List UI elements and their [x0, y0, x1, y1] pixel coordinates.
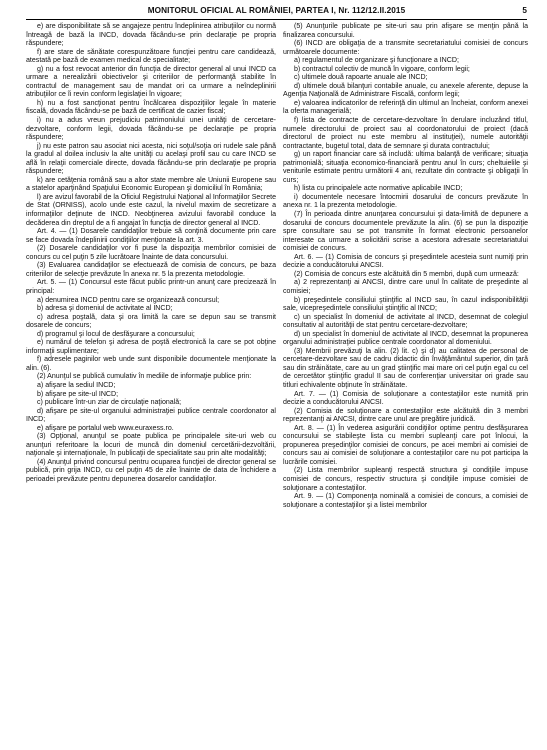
paragraph: d) programul şi locul de desfăşurare a concursului; [37, 330, 195, 338]
paragraph: l) are avizul favorabil de la Oficiul Registrului Naţional al Informaţiilor Secrete de Stat (ORNISS), acolo unde este cazul, la nivelul maxim de secretizare a informaţiilor deţinute de INCD. Neobţinerea avizului favorabil conduce la decăderea din dreptul de a fi angajat în funcţia de director general al INCD. [26, 193, 276, 227]
paragraph: b) contractul colectiv de muncă în vigoare, conform legii; [294, 65, 470, 73]
paragraph: g) nu a fost revocat anterior din funcţia de director general al unui INCD ca urmare a nerealizării obiectivelor şi criteriilor de performanţă stabilite în contractul de management sau de mandat ori ca urmare a neîndeplinirii atribuţiilor ce îi revin conform legislaţiei în vigoare; [26, 65, 276, 99]
paragraph: h) nu a fost sancţionat pentru încălcarea dispoziţiilor legale în materie fiscală, dovada făcându-se pe bază de certificat de cazier fiscal; [26, 99, 276, 116]
header-rule [26, 19, 527, 20]
right-column [283, 23, 528, 510]
paragraph: b) afişare pe site-ul INCD; [37, 390, 119, 398]
paragraph: d) un specialist în domeniul de activitate al INCD, desemnat la propunerea organului administraţiei publice centrale coordonator al domeniului. [283, 330, 528, 347]
paragraph: e) numărul de telefon şi adresa de poştă electronică la care se pot obţine informaţii suplimentare; [26, 339, 276, 355]
paragraph: (2) Comisia de concurs este alcătuită din 5 membri, după cum urmează: [294, 270, 519, 278]
paragraph: e) valoarea indicatorilor de referinţă din ultimul an încheiat, conform anexei la oferta managerială; [283, 99, 528, 116]
paragraph: a) denumirea INCD pentru care se organizează concursul; [37, 296, 220, 304]
paragraph: e) afişare pe portalul web www.euraxess.ro. [37, 424, 174, 432]
paragraph: f) adresele paginilor web unde sunt disponibile documentele menţionate la alin. (6). [26, 356, 276, 372]
paragraph: b) adresa şi domeniul de activitate al INCD; [37, 305, 173, 313]
paragraph: e) are disponibilitate să se angajeze pentru îndeplinirea atribuţiilor cu normă întreagă de bază la INCD, dovada făcându-se prin declaraţie pe propria răspundere; [26, 23, 276, 48]
paragraph: c) adresa poştală, data şi ora limită la care se depun sau se transmit dosarele de concurs; [26, 313, 276, 330]
page-number: 5 [522, 6, 527, 15]
left-column [26, 23, 276, 485]
paragraph: Art. 4. — (1) Dosarele candidaţilor trebuie să conţină documente prin care se face dovada îndeplinirii condiţiilor menţionate la art. 3. [26, 228, 276, 244]
paragraph: Art. 6. — (1) Comisia de concurs şi preşedintele acesteia sunt numiţi prin decizie a conducătorului ANCSI. [283, 253, 528, 270]
paragraph: (2) Comisia de soluţionare a contestaţiilor este alcătuită din 3 membri reprezentanţi ai ANCSI, dintre care unul are pregătire juridică. [283, 407, 528, 424]
paragraph: c) un specialist în domeniul de activitate al INCD, desemnat de colegiul consultativ al autorităţii de stat pentru cercetare-dezvoltare; [283, 313, 528, 330]
paragraph: f) lista de contracte de cercetare-dezvoltare în derulare incluzând titlul, numele directorului de proiect sau al coordonatorului de proiect (dacă directorul de proiect nu este membru al instituţiei), numele autorităţii contractante, bugetul total, data de semnare şi durata contractului; [283, 117, 528, 150]
paragraph: k) are cetăţenia română sau a altor state membre ale Uniunii Europene sau a statelor aparţinând Spaţiului Economic European şi domiciliul în România; [26, 176, 276, 193]
paragraph: (7) În perioada dintre anunţarea concursului şi data-limită de depunere a dosarului de concurs documentele prevăzute la alin. (6) se pun la dispoziţie spre consultare sau se pot transmite în format electronic persoanelor interesate ca urmare a solicitării scrise a acestora adresate secretariatului comisiei de concurs. [283, 211, 528, 253]
paragraph: (3) Membrii prevăzuţi la alin. (2) lit. c) şi d) au calitatea de personal de cercetare-dezvoltare sau de cadru didactic din învăţământul superior, din ţară sau din străinătate, care au un grad ştiinţific mai mare ori cel puţin egal cu cel de cercetător ştiinţific gradul II sau de conferenţiar universitar ori grade sau titluri echivalente obţinute în străinătate. [283, 347, 528, 389]
paragraph: (5) Anunţurile publicate pe site-uri sau prin afişare se menţin până la finalizarea concursului. [283, 23, 528, 39]
paragraph: Art. 9. — (1) Componenţa nominală a comisiei de concurs, a comisiei de soluţionare a contestaţiilor şi a listei membrilor [283, 493, 528, 509]
paragraph: Art. 8. — (1) În vederea asigurării condiţiilor optime pentru desfăşurarea concursului se stabileşte lista cu membri supleanţi care pot înlocui, la propunerea preşedinţilor comisiei de concurs, pe acei membri ai comisiei de concurs sau ai comisiei de soluţionare a contestaţiilor care nu pot participa la lucrările comisiei. [283, 424, 528, 466]
paragraph: (2) Anunţul se publică cumulativ în mediile de informaţie publice prin: [37, 373, 252, 381]
paragraph: a) 2 reprezentanţi ai ANCSI, dintre care unul în calitate de preşedinte al comisiei; [283, 279, 528, 295]
paragraph: b) preşedintele consiliului ştiinţific al INCD sau, în cazul indisponibilităţii sale, vicepreşedintele consiliului ştiinţific al INCD; [283, 296, 528, 313]
paragraph: c) ultimele două rapoarte anuale ale INCD; [294, 74, 428, 82]
paragraph: d) afişare pe site-ul organului administraţiei publice centrale coordonator al INCD; [26, 407, 276, 424]
paragraph: f) are stare de sănătate corespunzătoare funcţiei pentru care candidează, atestată pe bază de examen medical de specialitate; [26, 48, 276, 65]
paragraph: i) documentele necesare întocmirii dosarului de concurs prevăzute în anexa nr. 1 la prezenta metodologie. [283, 193, 528, 210]
header-title: MONITORUL OFICIAL AL ROMÂNIEI, PARTEA I, Nr. 112/12.II.2015 [147, 6, 406, 15]
paragraph: (3) Opţional, anunţul se poate publica pe principalele site-uri web cu anunţuri referitoare la locuri de muncă din domeniul cercetării-dezvoltării, naţionale şi internaţionale, în publicaţii de specialitate sau prin alte modalităţi; [26, 433, 276, 458]
paragraph: g) un raport financiar care să includă: ultima balanţă de verificare; situaţia patrimonială; situaţia economico-financiară pentru anul în curs; cheltuielile şi veniturile estimate pentru următorii 4 ani, rezultate din contracte şi obligaţii în curs; [283, 151, 528, 184]
paragraph: Art. 7. — (1) Comisia de soluţionare a contestaţiilor este numită prin decizie a conducătorului ANCSI. [283, 390, 528, 407]
paragraph: Art. 5. — (1) Concursul este făcut public printr-un anunţ care precizează în principal: [26, 279, 276, 295]
page-header [26, 6, 527, 20]
paragraph: (6) INCD are obligaţia de a transmite secretariatului comisiei de concurs următoarele documente: [283, 40, 528, 56]
paragraph: c) publicare într-un ziar de circulaţie naţională; [37, 399, 182, 407]
paragraph: i) nu a adus vreun prejudiciu patrimoniului unei unităţi de cercetare-dezvoltare, conform legii, dovada făcându-se pe declaraţie pe propria răspundere; [26, 117, 276, 142]
paragraph: a) regulamentul de organizare şi funcţionare a INCD; [294, 57, 459, 65]
paragraph: (2) Lista membrilor supleanţi respectă structura şi condiţiile impuse comisiei de concurs, respectiv structura şi condiţiile impuse comisiei de soluţionare a contestaţiilor. [283, 467, 528, 492]
paragraph: (3) Evaluarea candidaţilor se efectuează de comisia de concurs, pe baza criteriilor de selecţie prevăzute în anexa nr. 5 la prezenta metodologie. [26, 262, 276, 278]
paragraph: (2) Dosarele candidaţilor vor fi puse la dispoziţia membrilor comisiei de concurs cu cel puţin 5 zile lucrătoare înainte de data concursului. [26, 245, 276, 261]
paragraph: (4) Anunţul privind concursul pentru ocuparea funcţiei de director general se publică, prin grija INCD, cu cel puţin 45 de zile înainte de data de închidere a perioadei prevăzute pentru depunerea dosarelor candidaţilor. [26, 458, 276, 483]
paragraph: j) nu este patron sau asociat nici acesta, nici soţul/soţia ori rudele sale până la gradul al doilea inclusiv la alte unităţi cu acelaşi profil sau cu care INCD se află în relaţii comerciale directe, dovada făcându-se prin declaraţie pe propria răspundere; [26, 142, 276, 176]
paragraph: a) afişare la sediul INCD; [37, 381, 116, 389]
paragraph: d) ultimele două bilanţuri contabile anuale, cu anexele aferente, depuse la Agenţia Naţională de Administrare Fiscală, conform legii; [283, 82, 528, 99]
paragraph: h) lista cu principalele acte normative aplicabile INCD; [294, 185, 463, 193]
